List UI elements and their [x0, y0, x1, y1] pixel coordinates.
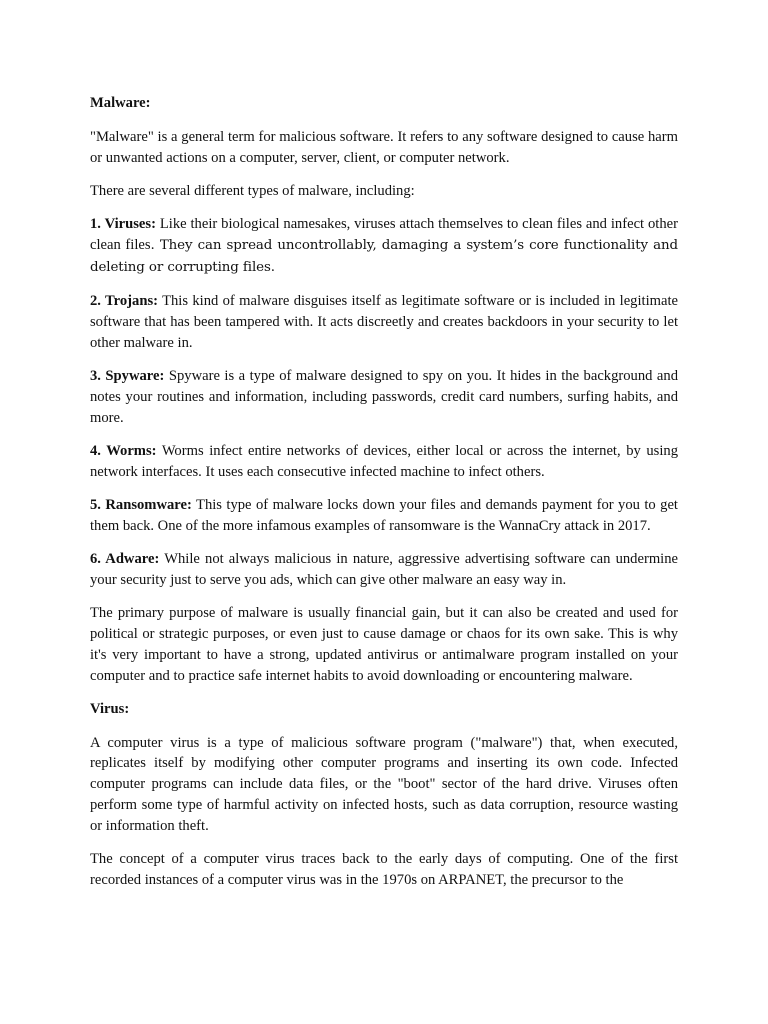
malware-type-title: 3. Spyware: — [90, 367, 165, 384]
malware-type-text: This type of malware locks down your files and demands payment for you to get them back. One of the more infamous examples of ransomware is the WannaCry attack in 2017. — [90, 496, 678, 534]
malware-type-title: 4. Worms: — [90, 442, 157, 459]
malware-type-trojans — [90, 291, 678, 353]
malware-type-spyware — [90, 366, 678, 428]
malware-type-title: 1. Viruses: — [90, 216, 156, 233]
malware-type-text: Spyware is a type of malware designed to spy on you. It hides in the background and notes your routines and information, including passwords, credit card numbers, surfing habits, and more. — [90, 367, 678, 426]
malware-purpose: The primary purpose of malware is usually financial gain, but it can also be created and used for political or strategic purposes, or even just to cause damage or chaos for its own sake. This is why it's very important to have a strong, updated antivirus or antimalware program installed on your computer and to practice safe internet habits to avoid downloading or encountering malware. — [90, 605, 678, 684]
malware-types-intro: There are several different types of malware, including: — [90, 182, 415, 199]
malware-type-adware — [90, 549, 678, 591]
virus-definition: A computer virus is a type of malicious software program ("malware") that, when executed, replicates itself by modifying other computer programs and inserting its own code. Infected computer programs can include data files, or the "boot" sector of the hard drive. Viruses often perform some type of harmful activity on infected hosts, such as data corruption, resource wasting or information theft. — [90, 734, 678, 834]
virus-history: The concept of a computer virus traces back to the early days of computing. One of the first recorded instances of a computer virus was in the 1970s on ARPANET, the precursor to the — [90, 851, 678, 888]
malware-type-worms — [90, 441, 678, 483]
malware-type-viruses — [90, 214, 678, 278]
malware-type-title: 5. Ransomware: — [90, 496, 192, 513]
malware-heading: Malware: — [90, 95, 151, 111]
malware-type-text: While not always malicious in nature, aggressive advertising software can undermine your security just to serve you ads, which can give other malware an easy way in. — [90, 551, 678, 588]
malware-type-text: Like their biological namesakes, viruses attach themselves to clean files and infect other clean files — [90, 216, 678, 253]
virus-heading: Virus: — [90, 700, 130, 717]
malware-type-text: Worms infect entire networks of devices, either local or across the internet, by using network interfaces. It uses each consecutive infected machine to infect others. — [90, 442, 678, 480]
malware-type-ransomware — [90, 495, 678, 537]
document-page — [90, 93, 678, 903]
malware-type-title: 6. Adware: — [90, 551, 160, 568]
malware-type-title: 2. Trojans: — [90, 293, 158, 310]
malware-type-text-continued: . They can spread uncontrollably, damaging a system’s core functionality and deleting or corrupting files. — [90, 237, 678, 275]
malware-type-text: This kind of malware disguises itself as legitimate software or is included in legitimate software that has been tampered with. It acts discreetly and creates backdoors in your security to let other malware in. — [90, 293, 679, 351]
malware-definition: "Malware" is a general term for malicious software. It refers to any software designed to cause harm or unwanted actions on a computer, server, client, or computer network. — [90, 128, 678, 166]
